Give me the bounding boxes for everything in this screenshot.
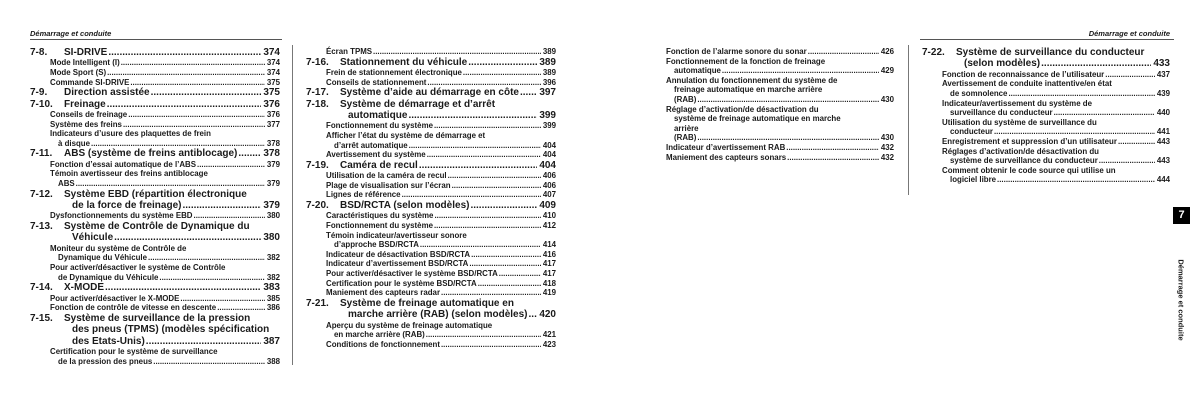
toc-title-line: marche arrière (RAB) (selon modèles) bbox=[348, 309, 528, 321]
toc-section-entry bbox=[30, 47, 280, 58]
toc-title-line: Utilisation du système de surveillance du bbox=[942, 117, 1097, 127]
toc-subentry bbox=[922, 137, 1170, 147]
dot-leader bbox=[469, 259, 540, 269]
page-number: 382 bbox=[266, 253, 280, 263]
dot-leader bbox=[91, 139, 265, 149]
toc-subentry bbox=[306, 221, 556, 231]
toc-subentry bbox=[646, 153, 894, 163]
dot-leader bbox=[994, 127, 1155, 137]
dot-leader bbox=[114, 232, 261, 243]
page-number: 404 bbox=[542, 140, 556, 150]
dot-leader bbox=[194, 211, 265, 221]
section-number: 7-19. bbox=[306, 159, 329, 171]
page-number: 414 bbox=[542, 240, 556, 250]
page-number: 377 bbox=[266, 119, 280, 129]
toc-subentry bbox=[306, 47, 556, 57]
toc-title-line: Écran TPMS bbox=[326, 47, 373, 56]
toc-title-line: Enregistrement et suppression d’un utilisateur bbox=[942, 136, 1117, 146]
toc-title-line: Véhicule bbox=[72, 232, 114, 244]
page-number: 379 bbox=[263, 199, 280, 211]
dot-leader bbox=[153, 357, 265, 367]
dot-leader bbox=[427, 78, 540, 88]
toc-column-3 bbox=[646, 47, 894, 162]
toc-title-line: Fonction d’essai automatique de l’ABS bbox=[50, 159, 196, 169]
toc-title-line: Freinage bbox=[64, 98, 106, 110]
dot-leader bbox=[419, 160, 537, 171]
toc-section-entry bbox=[306, 200, 556, 211]
dot-leader bbox=[409, 141, 541, 151]
dot-leader bbox=[787, 153, 879, 163]
dot-leader bbox=[1008, 89, 1154, 99]
dot-leader bbox=[471, 250, 541, 260]
page-number: 417 bbox=[542, 268, 556, 278]
toc-title-line: Annulation du fonctionnement du système de bbox=[666, 75, 838, 85]
dot-leader bbox=[238, 148, 261, 159]
toc-subentry bbox=[30, 78, 280, 88]
page-number: 380 bbox=[263, 232, 280, 244]
dot-leader bbox=[434, 121, 541, 131]
page-number: 374 bbox=[266, 68, 280, 77]
toc-subentry bbox=[922, 147, 1170, 166]
page-number: 437 bbox=[1156, 69, 1170, 79]
running-head-right: Démarrage et conduite bbox=[1088, 29, 1170, 38]
dot-leader bbox=[76, 179, 265, 189]
dot-leader bbox=[1105, 70, 1155, 80]
running-head-left: Démarrage et conduite bbox=[30, 29, 112, 38]
page-number: 444 bbox=[1156, 175, 1170, 185]
toc-title-line: Maniement des capteurs radar bbox=[326, 288, 441, 298]
dot-leader bbox=[697, 133, 878, 143]
page-number: 421 bbox=[542, 330, 556, 340]
toc-title-line: Certification pour le système BSD/RCTA bbox=[326, 278, 477, 288]
page-number: 385 bbox=[266, 293, 280, 303]
toc-subentry bbox=[306, 68, 556, 78]
toc-title-line: X-MODE bbox=[64, 282, 104, 294]
toc-title-line: conducteur bbox=[950, 127, 993, 137]
toc-subentry bbox=[30, 347, 280, 366]
toc-subentry bbox=[30, 160, 280, 170]
toc-subentry bbox=[922, 70, 1170, 80]
toc-title-line: Commande SI-DRIVE bbox=[50, 77, 130, 87]
dot-leader bbox=[123, 120, 265, 130]
dot-leader bbox=[182, 200, 261, 211]
toc-title-line: Caractéristiques du système bbox=[326, 211, 434, 221]
side-chapter-label: Démarrage et conduite bbox=[1176, 259, 1186, 341]
toc-subentry bbox=[306, 150, 556, 160]
page-number: 380 bbox=[266, 211, 280, 221]
toc-title-line: de la pression des pneus bbox=[58, 356, 153, 366]
page-number: 388 bbox=[266, 356, 280, 366]
page-number: 389 bbox=[539, 56, 556, 68]
toc-section-entry bbox=[30, 313, 280, 347]
page-number: 419 bbox=[542, 288, 556, 298]
toc-subentry bbox=[306, 211, 556, 221]
dot-leader bbox=[468, 57, 537, 68]
page-number: 410 bbox=[542, 211, 556, 221]
dot-leader bbox=[478, 279, 541, 289]
toc-subentry bbox=[922, 166, 1170, 185]
page-number: 417 bbox=[542, 259, 556, 269]
toc-title-line: Dysfonctionnements du système EBD bbox=[50, 211, 193, 221]
toc-title-line: Mode Intelligent (I) bbox=[50, 58, 120, 68]
dot-leader bbox=[373, 47, 541, 57]
page-number: 441 bbox=[1156, 127, 1170, 137]
toc-title-line: système de freinage automatique en marche bbox=[674, 114, 841, 124]
toc-subentry bbox=[30, 303, 280, 313]
toc-title-line: arrière bbox=[674, 123, 699, 133]
toc-title-line: Système de freinage automatique en bbox=[340, 297, 514, 309]
toc-title-line: Système EBD (répartition électronique bbox=[64, 188, 247, 200]
toc-title-line: Système des freins bbox=[50, 119, 122, 129]
section-number: 7-11. bbox=[30, 148, 53, 160]
page-number: 406 bbox=[542, 171, 556, 181]
toc-subentry bbox=[306, 269, 556, 279]
toc-title-line: des Etats-Unis) bbox=[72, 335, 145, 347]
page-number: 430 bbox=[880, 94, 894, 104]
page-number: 432 bbox=[880, 142, 894, 152]
toc-subentry bbox=[306, 259, 556, 269]
toc-subentry bbox=[30, 169, 280, 188]
toc-subentry bbox=[306, 171, 556, 181]
toc-title-line: automatique bbox=[348, 110, 408, 121]
toc-title-line: de somnolence bbox=[950, 89, 1008, 98]
dot-leader bbox=[434, 221, 541, 231]
dot-leader bbox=[402, 190, 541, 200]
toc-subentry bbox=[30, 263, 280, 282]
page-number: 433 bbox=[1153, 58, 1170, 70]
toc-title-line: système de surveillance du conducteur bbox=[950, 156, 1098, 166]
toc-title-line: SI-DRIVE bbox=[64, 47, 108, 58]
page-number: 429 bbox=[880, 66, 894, 76]
toc-section-entry bbox=[306, 57, 556, 68]
toc-title-line: BSD/RCTA (selon modèles) bbox=[340, 199, 470, 211]
toc-title-line: Système de Contrôle de Dynamique du bbox=[64, 220, 250, 232]
section-number: 7-18. bbox=[306, 98, 329, 110]
dot-leader bbox=[529, 309, 538, 320]
toc-subentry bbox=[306, 288, 556, 298]
toc-title-line: Utilisation de la caméra de recul bbox=[326, 171, 447, 181]
dot-leader bbox=[426, 330, 541, 340]
toc-title-line: Indicateur de désactivation BSD/RCTA bbox=[326, 249, 471, 259]
toc-title-line: Stationnement du véhicule bbox=[340, 56, 468, 68]
toc-section-entry bbox=[306, 99, 556, 122]
toc-title-line: Aperçu du système de freinage automatique bbox=[326, 320, 493, 330]
page-number: 430 bbox=[880, 133, 894, 143]
dot-leader bbox=[463, 68, 541, 78]
toc-subentry bbox=[30, 294, 280, 304]
dot-leader bbox=[108, 47, 261, 58]
page-number: 399 bbox=[542, 121, 556, 131]
toc-title-line: à disque bbox=[58, 138, 91, 148]
page-number: 389 bbox=[542, 68, 556, 77]
toc-column-2 bbox=[306, 47, 556, 349]
toc-title-line: Frein de stationnement électronique bbox=[326, 68, 462, 77]
header-rule-left bbox=[30, 39, 282, 40]
toc-title-line: logiciel libre bbox=[950, 175, 997, 185]
page-number: 383 bbox=[263, 282, 280, 294]
toc-title-line: Caméra de recul bbox=[340, 159, 418, 171]
header-rule-right bbox=[920, 39, 1174, 40]
toc-title-line: Témoin avertisseur des freins antiblocage bbox=[50, 169, 208, 179]
dot-leader bbox=[427, 150, 541, 160]
toc-section-entry bbox=[30, 221, 280, 244]
page-number: 423 bbox=[542, 339, 556, 349]
toc-title-line: automatique bbox=[674, 66, 721, 76]
section-number: 7-8. bbox=[30, 47, 48, 58]
dot-leader bbox=[146, 336, 262, 347]
toc-title-line: Moniteur du système de Contrôle de bbox=[50, 243, 187, 253]
section-number: 7-9. bbox=[30, 87, 48, 99]
toc-section-entry bbox=[306, 298, 556, 321]
toc-title-line: Indicateur d’avertissement BSD/RCTA bbox=[326, 259, 469, 269]
dot-leader bbox=[441, 288, 541, 298]
dot-leader bbox=[441, 340, 541, 350]
section-number: 7-15. bbox=[30, 312, 53, 324]
toc-section-entry bbox=[922, 47, 1170, 70]
dot-leader bbox=[105, 282, 261, 293]
dot-leader bbox=[107, 99, 262, 110]
page-number: 404 bbox=[539, 159, 556, 171]
toc-title-line: Conseils de freinage bbox=[50, 110, 128, 119]
toc-subentry bbox=[30, 110, 280, 120]
toc-title-line: Système de démarrage et d’arrêt bbox=[340, 98, 496, 110]
page-number: 375 bbox=[263, 87, 280, 99]
page-number: 379 bbox=[266, 159, 280, 169]
toc-subentry bbox=[922, 79, 1170, 98]
page-number: 412 bbox=[542, 220, 556, 230]
toc-title-line: Système d’aide au démarrage en côte bbox=[340, 87, 519, 99]
page-number: 420 bbox=[539, 309, 556, 321]
page-number: 404 bbox=[542, 150, 556, 160]
page-number: 376 bbox=[266, 110, 280, 119]
page-number: 396 bbox=[542, 77, 556, 87]
page-number: 399 bbox=[539, 110, 556, 121]
toc-section-entry bbox=[30, 99, 280, 110]
page-number: 378 bbox=[266, 138, 280, 148]
section-number: 7-22. bbox=[922, 47, 945, 58]
toc-title-line: Réglages d’activation/de désactivation du bbox=[942, 146, 1099, 156]
toc-section-entry bbox=[30, 282, 280, 293]
page-number: 386 bbox=[266, 303, 280, 313]
toc-title-line: Dynamique du Véhicule bbox=[58, 253, 148, 263]
toc-title-line: Avertissement du système bbox=[326, 150, 426, 160]
toc-title-line: Conditions de fonctionnement bbox=[326, 339, 440, 349]
toc-subentry bbox=[646, 143, 894, 153]
page-number: 375 bbox=[266, 77, 280, 87]
dot-leader bbox=[151, 87, 262, 98]
toc-subentry bbox=[646, 47, 894, 57]
dot-leader bbox=[148, 253, 265, 263]
toc-title-line: Fonctionnement du système bbox=[326, 121, 433, 131]
dot-leader bbox=[499, 269, 541, 279]
dot-leader bbox=[434, 211, 540, 221]
page-number: 439 bbox=[1156, 89, 1170, 98]
toc-title-line: Fonction de l’alarme sonore du sonar bbox=[666, 47, 807, 56]
toc-subentry bbox=[30, 244, 280, 263]
toc-title-line: Pour activer/désactiver le système BSD/RCTA bbox=[326, 268, 498, 278]
toc-section-entry bbox=[306, 160, 556, 171]
toc-subentry bbox=[646, 76, 894, 105]
toc-subentry bbox=[646, 57, 894, 76]
page-number: 376 bbox=[263, 98, 280, 110]
dot-leader bbox=[107, 68, 265, 78]
toc-subentry bbox=[306, 250, 556, 260]
dot-leader bbox=[130, 78, 264, 88]
dot-leader bbox=[697, 95, 878, 105]
toc-title-line: Témoin indicateur/avertisseur sonore bbox=[326, 230, 467, 240]
toc-subentry bbox=[30, 129, 280, 148]
section-number: 7-20. bbox=[306, 199, 329, 211]
toc-title-line: (RAB) bbox=[674, 133, 697, 143]
page-number: 443 bbox=[1156, 156, 1170, 166]
dot-leader bbox=[121, 58, 265, 68]
section-number: 7-16. bbox=[306, 56, 329, 68]
toc-title-line: Fonction de reconnaissance de l’utilisateur bbox=[942, 69, 1105, 79]
dot-leader bbox=[722, 66, 879, 76]
page-number: 389 bbox=[542, 47, 556, 56]
toc-title-line: Indicateur/avertissement du système de bbox=[942, 98, 1092, 108]
toc-subentry bbox=[306, 121, 556, 131]
toc-title-line: Mode Sport (S) bbox=[50, 68, 107, 77]
section-number: 7-12. bbox=[30, 188, 53, 200]
page-number: 418 bbox=[542, 278, 556, 288]
page-number: 374 bbox=[266, 58, 280, 68]
toc-title-line: Réglage d’activation/de désactivation du bbox=[666, 104, 819, 114]
toc-title-line: des pneus (TPMS) (modèles spécification bbox=[72, 324, 270, 336]
toc-subentry bbox=[306, 190, 556, 200]
dot-leader bbox=[1099, 156, 1155, 166]
toc-section-entry bbox=[30, 189, 280, 212]
toc-title-line: Indicateurs d’usure des plaquettes de frein bbox=[50, 129, 211, 139]
toc-subentry bbox=[922, 99, 1170, 118]
toc-title-line: Indicateur d’avertissement RAB bbox=[666, 142, 786, 152]
toc-title-line: freinage automatique en marche arrière bbox=[674, 85, 823, 95]
page-number: 374 bbox=[263, 47, 280, 58]
toc-subentry bbox=[646, 105, 894, 143]
toc-column-1 bbox=[30, 47, 280, 366]
toc-title-line: Système de surveillance du conducteur bbox=[956, 47, 1145, 58]
page-number: 379 bbox=[266, 178, 280, 188]
chapter-tab: 7 bbox=[1173, 207, 1190, 224]
toc-subentry bbox=[306, 340, 556, 350]
toc-title-line: Fonction de contrôle de vitesse en descente bbox=[50, 303, 217, 313]
dot-leader bbox=[786, 143, 879, 153]
page-number: 378 bbox=[263, 148, 280, 160]
toc-title-line: en marche arrière (RAB) bbox=[334, 330, 425, 340]
toc-title-line: Pour activer/désactiver le système de Contrôle bbox=[50, 262, 226, 272]
toc-title-line: Fonctionnement du système bbox=[326, 220, 433, 230]
section-number: 7-17. bbox=[306, 87, 329, 99]
section-number: 7-10. bbox=[30, 98, 53, 110]
toc-title-line: d’approche BSD/RCTA bbox=[334, 240, 419, 250]
toc-title-line: Afficher l’état du système de démarrage et bbox=[326, 131, 486, 140]
toc-title-line: Plage de visualisation sur l’écran bbox=[326, 180, 451, 190]
page-number: 440 bbox=[1156, 108, 1170, 118]
toc-title-line: d’arrêt automatique bbox=[334, 140, 408, 150]
toc-title-line: (RAB) bbox=[674, 94, 697, 104]
toc-title-line: (selon modèles) bbox=[964, 58, 1041, 70]
section-number: 7-14. bbox=[30, 282, 53, 294]
page-number: 443 bbox=[1156, 136, 1170, 146]
page-number: 426 bbox=[880, 47, 894, 56]
dot-leader bbox=[128, 110, 265, 120]
dot-leader bbox=[448, 171, 541, 181]
toc-title-line: de Dynamique du Véhicule bbox=[58, 272, 159, 282]
toc-title-line: Pour activer/désactiver le X-MODE bbox=[50, 293, 180, 303]
page-number: 416 bbox=[542, 249, 556, 259]
toc-title-line: Lignes de référence bbox=[326, 190, 401, 200]
dot-leader bbox=[159, 273, 264, 283]
section-number: 7-21. bbox=[306, 297, 329, 309]
toc-subentry bbox=[306, 78, 556, 88]
page-number: 409 bbox=[539, 199, 556, 211]
toc-section-entry bbox=[30, 87, 280, 98]
page-number: 382 bbox=[266, 272, 280, 282]
toc-title-line: ABS (système de freins antiblocage) bbox=[64, 148, 238, 160]
dot-leader bbox=[1041, 58, 1151, 69]
toc-section-entry bbox=[306, 87, 556, 98]
toc-title-line: Conseils de stationnement bbox=[326, 77, 427, 87]
page-number: 432 bbox=[880, 152, 894, 162]
page-number: 407 bbox=[542, 190, 556, 200]
toc-title-line: Direction assistée bbox=[64, 87, 150, 99]
dot-leader bbox=[420, 240, 541, 250]
dot-leader bbox=[997, 175, 1155, 185]
toc-title-line: Avertissement de conduite inattentive/en état bbox=[942, 79, 1112, 89]
toc-subentry bbox=[306, 279, 556, 289]
dot-leader bbox=[520, 87, 537, 98]
dot-leader bbox=[452, 181, 541, 191]
toc-subentry bbox=[922, 118, 1170, 137]
toc-subentry bbox=[30, 211, 280, 221]
dot-leader bbox=[470, 200, 537, 211]
dot-leader bbox=[180, 294, 264, 304]
dot-leader bbox=[1054, 108, 1155, 118]
section-number: 7-13. bbox=[30, 220, 53, 232]
toc-subentry bbox=[30, 120, 280, 130]
toc-subentry bbox=[30, 58, 280, 68]
toc-title-line: ABS bbox=[58, 178, 75, 188]
toc-title-line: surveillance du conducteur bbox=[950, 108, 1053, 118]
dot-leader bbox=[408, 110, 537, 121]
toc-subentry bbox=[306, 181, 556, 191]
toc-title-line: Maniement des capteurs sonars bbox=[666, 152, 787, 162]
dot-leader bbox=[1118, 137, 1155, 147]
toc-title-line: Fonctionnement de la fonction de freinage bbox=[666, 56, 826, 66]
dot-leader bbox=[808, 47, 879, 57]
toc-column-4 bbox=[922, 47, 1170, 185]
column-divider bbox=[908, 45, 909, 195]
page-number: 406 bbox=[542, 180, 556, 190]
page-number: 387 bbox=[263, 335, 280, 347]
toc-subentry bbox=[306, 231, 556, 250]
column-divider bbox=[292, 45, 293, 365]
toc-subentry bbox=[30, 68, 280, 78]
toc-subentry bbox=[306, 321, 556, 340]
dot-leader bbox=[197, 160, 265, 170]
toc-title-line: de la force de freinage) bbox=[72, 199, 182, 211]
toc-title-line: Comment obtenir le code source qui utilise un bbox=[942, 165, 1116, 175]
toc-title-line: Système de surveillance de la pression bbox=[64, 312, 251, 324]
dot-leader bbox=[217, 303, 265, 313]
toc-subentry bbox=[306, 131, 556, 150]
toc-section-entry bbox=[30, 148, 280, 159]
page-number: 397 bbox=[539, 87, 556, 99]
toc-title-line: Certification pour le système de surveillance bbox=[50, 346, 218, 356]
